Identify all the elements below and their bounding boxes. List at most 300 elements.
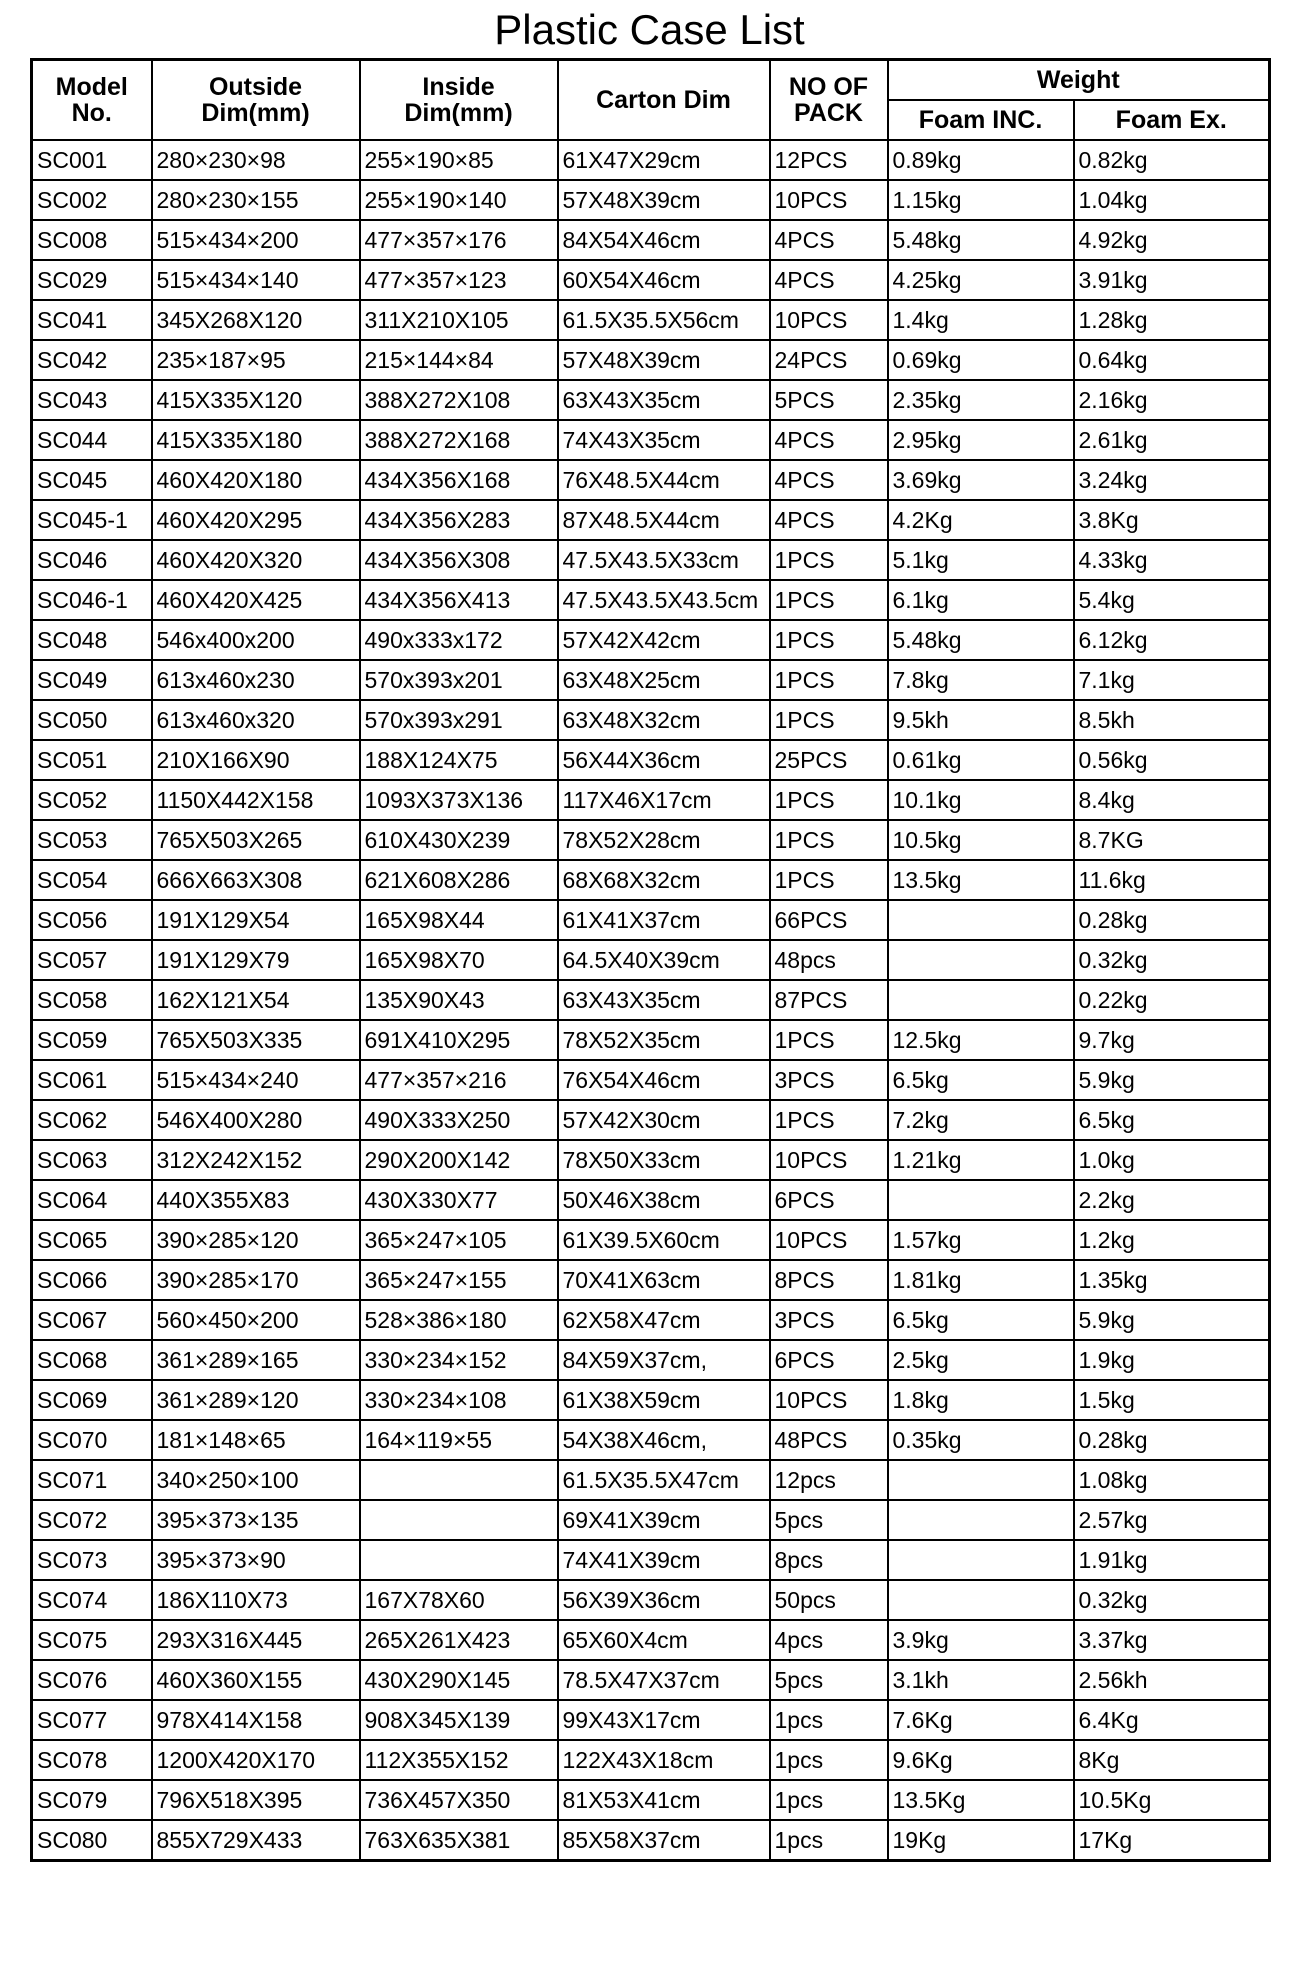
table-row: [32, 820, 1270, 860]
cell-no-of-pack: 48pcs: [770, 940, 888, 980]
cell-foam-inc: 9.6Kg: [888, 1740, 1074, 1780]
cell-no-of-pack: 50pcs: [770, 1580, 888, 1620]
cell-model-no: SC041: [32, 300, 152, 340]
cell-carton-dim: 63X43X35cm: [558, 380, 770, 420]
cell-carton-dim: 56X39X36cm: [558, 1580, 770, 1620]
cell-no-of-pack: 1pcs: [770, 1820, 888, 1861]
cell-foam-inc: 10.5kg: [888, 820, 1074, 860]
table-row: [32, 780, 1270, 820]
cell-foam-ex: 0.28kg: [1074, 1420, 1270, 1460]
cell-outside-dim: 280×230×98: [152, 140, 360, 180]
cell-foam-inc: 9.5kh: [888, 700, 1074, 740]
cell-foam-ex: 5.4kg: [1074, 580, 1270, 620]
cell-foam-ex: 0.82kg: [1074, 140, 1270, 180]
cell-model-no: SC076: [32, 1660, 152, 1700]
cell-carton-dim: 57X42X30cm: [558, 1100, 770, 1140]
cell-no-of-pack: 6PCS: [770, 1180, 888, 1220]
cell-no-of-pack: 1PCS: [770, 700, 888, 740]
table-row: [32, 300, 1270, 340]
cell-inside-dim: 570x393x291: [360, 700, 558, 740]
cell-foam-inc: 7.2kg: [888, 1100, 1074, 1140]
cell-model-no: SC053: [32, 820, 152, 860]
cell-inside-dim: 434X356X168: [360, 460, 558, 500]
cell-model-no: SC029: [32, 260, 152, 300]
cell-foam-inc: 10.1kg: [888, 780, 1074, 820]
cell-foam-inc: 1.4kg: [888, 300, 1074, 340]
cell-inside-dim: 430X290X145: [360, 1660, 558, 1700]
cell-model-no: SC057: [32, 940, 152, 980]
cell-outside-dim: 765X503X335: [152, 1020, 360, 1060]
cell-no-of-pack: 10PCS: [770, 1220, 888, 1260]
cell-inside-dim: 330×234×152: [360, 1340, 558, 1380]
cell-foam-inc: 6.1kg: [888, 580, 1074, 620]
cell-carton-dim: 50X46X38cm: [558, 1180, 770, 1220]
cell-foam-ex: 2.16kg: [1074, 380, 1270, 420]
cell-model-no: SC077: [32, 1700, 152, 1740]
table-row: [32, 1500, 1270, 1540]
cell-outside-dim: 312X242X152: [152, 1140, 360, 1180]
cell-model-no: SC065: [32, 1220, 152, 1260]
cell-inside-dim: 112X355X152: [360, 1740, 558, 1780]
table-row: [32, 380, 1270, 420]
cell-foam-ex: 8Kg: [1074, 1740, 1270, 1780]
cell-outside-dim: 546x400x200: [152, 620, 360, 660]
cell-foam-ex: 1.04kg: [1074, 180, 1270, 220]
cell-foam-ex: 1.2kg: [1074, 1220, 1270, 1260]
cell-no-of-pack: 4PCS: [770, 420, 888, 460]
cell-carton-dim: 57X48X39cm: [558, 180, 770, 220]
cell-carton-dim: 78X52X35cm: [558, 1020, 770, 1060]
column-header-outside-dim: [152, 60, 360, 141]
cell-no-of-pack: 87PCS: [770, 980, 888, 1020]
cell-foam-ex: 0.28kg: [1074, 900, 1270, 940]
cell-model-no: SC050: [32, 700, 152, 740]
cell-outside-dim: 796X518X395: [152, 1780, 360, 1820]
cell-inside-dim: 434X356X283: [360, 500, 558, 540]
table-row: [32, 140, 1270, 180]
cell-foam-ex: 4.92kg: [1074, 220, 1270, 260]
cell-foam-inc: 0.89kg: [888, 140, 1074, 180]
cell-no-of-pack: 1PCS: [770, 540, 888, 580]
cell-outside-dim: 666X663X308: [152, 860, 360, 900]
cell-model-no: SC046-1: [32, 580, 152, 620]
cell-carton-dim: 68X68X32cm: [558, 860, 770, 900]
cell-outside-dim: 460X360X155: [152, 1660, 360, 1700]
table-row: [32, 1300, 1270, 1340]
column-header-weight: Weight: [888, 60, 1270, 101]
cell-foam-inc: [888, 1460, 1074, 1500]
cell-carton-dim: 122X43X18cm: [558, 1740, 770, 1780]
cell-foam-ex: 6.5kg: [1074, 1100, 1270, 1140]
cell-carton-dim: 56X44X36cm: [558, 740, 770, 780]
cell-model-no: SC075: [32, 1620, 152, 1660]
table-row: [32, 620, 1270, 660]
cell-outside-dim: 340×250×100: [152, 1460, 360, 1500]
cell-inside-dim: 477×357×176: [360, 220, 558, 260]
cell-inside-dim: 908X345X139: [360, 1700, 558, 1740]
cell-outside-dim: 415X335X120: [152, 380, 360, 420]
cell-no-of-pack: 1pcs: [770, 1700, 888, 1740]
cell-foam-ex: 5.9kg: [1074, 1060, 1270, 1100]
cell-outside-dim: 978X414X158: [152, 1700, 360, 1740]
cell-model-no: SC044: [32, 420, 152, 460]
cell-inside-dim: 290X200X142: [360, 1140, 558, 1180]
cell-foam-inc: [888, 1500, 1074, 1540]
cell-carton-dim: 69X41X39cm: [558, 1500, 770, 1540]
cell-carton-dim: 65X60X4cm: [558, 1620, 770, 1660]
cell-carton-dim: 99X43X17cm: [558, 1700, 770, 1740]
table-row: [32, 1340, 1270, 1380]
cell-model-no: SC073: [32, 1540, 152, 1580]
cell-no-of-pack: 5pcs: [770, 1500, 888, 1540]
cell-outside-dim: 1200X420X170: [152, 1740, 360, 1780]
cell-model-no: SC058: [32, 980, 152, 1020]
cell-foam-ex: 1.0kg: [1074, 1140, 1270, 1180]
cell-no-of-pack: 3PCS: [770, 1060, 888, 1100]
cell-carton-dim: 54X38X46cm,: [558, 1420, 770, 1460]
cell-inside-dim: 255×190×140: [360, 180, 558, 220]
cell-foam-ex: 2.57kg: [1074, 1500, 1270, 1540]
cell-outside-dim: 361×289×120: [152, 1380, 360, 1420]
table-row: [32, 580, 1270, 620]
cell-foam-ex: 7.1kg: [1074, 660, 1270, 700]
cell-foam-inc: 3.69kg: [888, 460, 1074, 500]
cell-foam-inc: 7.6Kg: [888, 1700, 1074, 1740]
table-row: [32, 1540, 1270, 1580]
cell-no-of-pack: 66PCS: [770, 900, 888, 940]
cell-foam-ex: 17Kg: [1074, 1820, 1270, 1861]
cell-foam-inc: 6.5kg: [888, 1060, 1074, 1100]
cell-inside-dim: 311X210X105: [360, 300, 558, 340]
cell-carton-dim: 78X50X33cm: [558, 1140, 770, 1180]
table-row: [32, 860, 1270, 900]
table-header: [32, 60, 1270, 141]
cell-model-no: SC054: [32, 860, 152, 900]
cell-inside-dim: [360, 1540, 558, 1580]
cell-foam-ex: 1.08kg: [1074, 1460, 1270, 1500]
cell-model-no: SC067: [32, 1300, 152, 1340]
cell-model-no: SC080: [32, 1820, 152, 1861]
cell-foam-ex: 0.32kg: [1074, 940, 1270, 980]
cell-model-no: SC001: [32, 140, 152, 180]
cell-foam-ex: 8.4kg: [1074, 780, 1270, 820]
cell-carton-dim: 64.5X40X39cm: [558, 940, 770, 980]
cell-foam-inc: 0.61kg: [888, 740, 1074, 780]
cell-inside-dim: 736X457X350: [360, 1780, 558, 1820]
cell-model-no: SC062: [32, 1100, 152, 1140]
cell-model-no: SC070: [32, 1420, 152, 1460]
cell-inside-dim: 477×357×123: [360, 260, 558, 300]
table-row: [32, 1820, 1270, 1861]
cell-foam-ex: 2.61kg: [1074, 420, 1270, 460]
table-row: [32, 180, 1270, 220]
table-row: [32, 1260, 1270, 1300]
cell-outside-dim: 515×434×240: [152, 1060, 360, 1100]
cell-no-of-pack: 10PCS: [770, 180, 888, 220]
cell-outside-dim: 855X729X433: [152, 1820, 360, 1861]
cell-foam-ex: 8.7KG: [1074, 820, 1270, 860]
table-row: [32, 340, 1270, 380]
cell-foam-inc: 1.57kg: [888, 1220, 1074, 1260]
cell-outside-dim: 191X129X54: [152, 900, 360, 940]
cell-outside-dim: 415X335X180: [152, 420, 360, 460]
cell-inside-dim: 621X608X286: [360, 860, 558, 900]
cell-model-no: SC056: [32, 900, 152, 940]
cell-no-of-pack: 10PCS: [770, 1140, 888, 1180]
cell-inside-dim: 265X261X423: [360, 1620, 558, 1660]
cell-no-of-pack: 4PCS: [770, 220, 888, 260]
cell-carton-dim: 76X48.5X44cm: [558, 460, 770, 500]
table-row: [32, 1620, 1270, 1660]
cell-inside-dim: 365×247×155: [360, 1260, 558, 1300]
cell-inside-dim: [360, 1460, 558, 1500]
cell-foam-ex: 1.5kg: [1074, 1380, 1270, 1420]
cell-no-of-pack: 1PCS: [770, 1100, 888, 1140]
cell-foam-inc: 13.5kg: [888, 860, 1074, 900]
cell-inside-dim: 477×357×216: [360, 1060, 558, 1100]
table-row: [32, 220, 1270, 260]
cell-no-of-pack: 3PCS: [770, 1300, 888, 1340]
table-row: [32, 1020, 1270, 1060]
cell-no-of-pack: 1PCS: [770, 780, 888, 820]
table-row: [32, 420, 1270, 460]
table-row: [32, 980, 1270, 1020]
cell-outside-dim: 546X400X280: [152, 1100, 360, 1140]
cell-no-of-pack: 10PCS: [770, 300, 888, 340]
cell-foam-ex: 0.64kg: [1074, 340, 1270, 380]
cell-model-no: SC072: [32, 1500, 152, 1540]
cell-inside-dim: 164×119×55: [360, 1420, 558, 1460]
column-header-foam-inc: Foam INC.: [888, 100, 1074, 140]
cell-outside-dim: 1150X442X158: [152, 780, 360, 820]
cell-no-of-pack: 1pcs: [770, 1780, 888, 1820]
cell-inside-dim: 610X430X239: [360, 820, 558, 860]
cell-outside-dim: 181×148×65: [152, 1420, 360, 1460]
cell-foam-inc: 2.95kg: [888, 420, 1074, 460]
table-row: [32, 700, 1270, 740]
cell-carton-dim: 61X38X59cm: [558, 1380, 770, 1420]
cell-carton-dim: 84X59X37cm,: [558, 1340, 770, 1380]
cell-carton-dim: 47.5X43.5X33cm: [558, 540, 770, 580]
cell-outside-dim: 460X420X425: [152, 580, 360, 620]
cell-no-of-pack: 25PCS: [770, 740, 888, 780]
cell-foam-ex: 8.5kh: [1074, 700, 1270, 740]
cell-outside-dim: 613x460x230: [152, 660, 360, 700]
pack-header-line2: PACK: [794, 99, 863, 127]
cell-no-of-pack: 24PCS: [770, 340, 888, 380]
cell-inside-dim: 490x333x172: [360, 620, 558, 660]
cell-outside-dim: 390×285×170: [152, 1260, 360, 1300]
cell-model-no: SC042: [32, 340, 152, 380]
cell-no-of-pack: 6PCS: [770, 1340, 888, 1380]
cell-foam-inc: 2.5kg: [888, 1340, 1074, 1380]
cell-carton-dim: 61X39.5X60cm: [558, 1220, 770, 1260]
cell-outside-dim: 560×450×200: [152, 1300, 360, 1340]
cell-foam-ex: 1.35kg: [1074, 1260, 1270, 1300]
cell-model-no: SC045: [32, 460, 152, 500]
cell-no-of-pack: 12pcs: [770, 1460, 888, 1500]
cell-foam-ex: 3.8Kg: [1074, 500, 1270, 540]
cell-no-of-pack: 10PCS: [770, 1380, 888, 1420]
cell-inside-dim: 1093X373X136: [360, 780, 558, 820]
cell-foam-ex: 0.32kg: [1074, 1580, 1270, 1620]
cell-foam-inc: 5.48kg: [888, 220, 1074, 260]
table-row: [32, 1420, 1270, 1460]
cell-foam-inc: 3.1kh: [888, 1660, 1074, 1700]
cell-foam-inc: [888, 900, 1074, 940]
cell-foam-inc: [888, 1580, 1074, 1620]
cell-no-of-pack: 48PCS: [770, 1420, 888, 1460]
cell-carton-dim: 70X41X63cm: [558, 1260, 770, 1300]
cell-model-no: SC079: [32, 1780, 152, 1820]
cell-foam-inc: [888, 940, 1074, 980]
cell-inside-dim: 490X333X250: [360, 1100, 558, 1140]
cell-carton-dim: 85X58X37cm: [558, 1820, 770, 1861]
inside-header-line2: Dim(mm): [404, 99, 513, 127]
table-row: [32, 500, 1270, 540]
cell-outside-dim: 440X355X83: [152, 1180, 360, 1220]
cell-no-of-pack: 1PCS: [770, 1020, 888, 1060]
cell-foam-inc: 7.8kg: [888, 660, 1074, 700]
table-row: [32, 900, 1270, 940]
table-row: [32, 1100, 1270, 1140]
cell-outside-dim: 613x460x320: [152, 700, 360, 740]
cell-foam-ex: 5.9kg: [1074, 1300, 1270, 1340]
page-title: Plastic Case List: [494, 6, 805, 53]
cell-inside-dim: 135X90X43: [360, 980, 558, 1020]
cell-outside-dim: 460X420X180: [152, 460, 360, 500]
cell-foam-inc: 19Kg: [888, 1820, 1074, 1861]
cell-model-no: SC002: [32, 180, 152, 220]
cell-model-no: SC071: [32, 1460, 152, 1500]
table-row: [32, 1140, 1270, 1180]
table-row: [32, 1700, 1270, 1740]
table-row: [32, 260, 1270, 300]
cell-foam-inc: 3.9kg: [888, 1620, 1074, 1660]
cell-model-no: SC045-1: [32, 500, 152, 540]
table-row: [32, 1460, 1270, 1500]
cell-carton-dim: 57X48X39cm: [558, 340, 770, 380]
cell-outside-dim: 345X268X120: [152, 300, 360, 340]
cell-carton-dim: 74X43X35cm: [558, 420, 770, 460]
header-row-primary: [32, 60, 1270, 101]
cell-carton-dim: 87X48.5X44cm: [558, 500, 770, 540]
outside-header-line2: Dim(mm): [201, 99, 310, 127]
cell-outside-dim: 460X420X295: [152, 500, 360, 540]
cell-outside-dim: 765X503X265: [152, 820, 360, 860]
cell-model-no: SC051: [32, 740, 152, 780]
cell-foam-ex: 9.7kg: [1074, 1020, 1270, 1060]
cell-foam-inc: 1.15kg: [888, 180, 1074, 220]
cell-outside-dim: 515×434×200: [152, 220, 360, 260]
cell-foam-ex: 4.33kg: [1074, 540, 1270, 580]
cell-foam-inc: 2.35kg: [888, 380, 1074, 420]
table-row: [32, 1780, 1270, 1820]
cell-no-of-pack: 1PCS: [770, 860, 888, 900]
cell-no-of-pack: 1pcs: [770, 1740, 888, 1780]
cell-carton-dim: 78.5X47X37cm: [558, 1660, 770, 1700]
cell-model-no: SC068: [32, 1340, 152, 1380]
table-row: [32, 460, 1270, 500]
cell-outside-dim: 293X316X445: [152, 1620, 360, 1660]
cell-inside-dim: 434X356X308: [360, 540, 558, 580]
cell-no-of-pack: 4PCS: [770, 260, 888, 300]
cell-foam-inc: 13.5Kg: [888, 1780, 1074, 1820]
cell-foam-inc: 1.8kg: [888, 1380, 1074, 1420]
table-row: [32, 740, 1270, 780]
cell-carton-dim: 61.5X35.5X47cm: [558, 1460, 770, 1500]
plastic-case-list-table: [30, 58, 1271, 1862]
cell-inside-dim: 255×190×85: [360, 140, 558, 180]
cell-foam-inc: 0.35kg: [888, 1420, 1074, 1460]
model-header-line2: No.: [71, 99, 112, 127]
column-header-model-no: [32, 60, 152, 141]
cell-model-no: SC052: [32, 780, 152, 820]
cell-inside-dim: 167X78X60: [360, 1580, 558, 1620]
cell-outside-dim: 390×285×120: [152, 1220, 360, 1260]
cell-no-of-pack: 4pcs: [770, 1620, 888, 1660]
cell-model-no: SC048: [32, 620, 152, 660]
cell-foam-inc: 4.25kg: [888, 260, 1074, 300]
cell-foam-ex: 2.2kg: [1074, 1180, 1270, 1220]
cell-foam-ex: 1.91kg: [1074, 1540, 1270, 1580]
cell-no-of-pack: 8pcs: [770, 1540, 888, 1580]
cell-inside-dim: 763X635X381: [360, 1820, 558, 1861]
cell-outside-dim: 191X129X79: [152, 940, 360, 980]
cell-outside-dim: 186X110X73: [152, 1580, 360, 1620]
cell-inside-dim: 215×144×84: [360, 340, 558, 380]
cell-foam-inc: 1.21kg: [888, 1140, 1074, 1180]
cell-foam-ex: 11.6kg: [1074, 860, 1270, 900]
cell-model-no: SC069: [32, 1380, 152, 1420]
cell-foam-ex: 10.5Kg: [1074, 1780, 1270, 1820]
cell-outside-dim: 235×187×95: [152, 340, 360, 380]
table-row: [32, 1180, 1270, 1220]
cell-foam-ex: 3.24kg: [1074, 460, 1270, 500]
cell-foam-ex: 6.4Kg: [1074, 1700, 1270, 1740]
cell-foam-inc: 12.5kg: [888, 1020, 1074, 1060]
outside-header-line1: Outside: [208, 73, 303, 101]
cell-model-no: SC008: [32, 220, 152, 260]
cell-no-of-pack: 1PCS: [770, 820, 888, 860]
cell-foam-ex: 1.9kg: [1074, 1340, 1270, 1380]
cell-foam-ex: 0.22kg: [1074, 980, 1270, 1020]
cell-inside-dim: 165X98X44: [360, 900, 558, 940]
table-row: [32, 1380, 1270, 1420]
cell-outside-dim: 361×289×165: [152, 1340, 360, 1380]
cell-no-of-pack: 5pcs: [770, 1660, 888, 1700]
table-row: [32, 660, 1270, 700]
cell-carton-dim: 61.5X35.5X56cm: [558, 300, 770, 340]
cell-foam-ex: 3.37kg: [1074, 1620, 1270, 1660]
cell-foam-ex: 6.12kg: [1074, 620, 1270, 660]
cell-no-of-pack: 8PCS: [770, 1260, 888, 1300]
cell-carton-dim: 47.5X43.5X43.5cm: [558, 580, 770, 620]
model-header-line1: Model: [55, 73, 128, 101]
cell-foam-inc: 1.81kg: [888, 1260, 1074, 1300]
cell-outside-dim: 515×434×140: [152, 260, 360, 300]
cell-carton-dim: 76X54X46cm: [558, 1060, 770, 1100]
cell-model-no: SC064: [32, 1180, 152, 1220]
cell-model-no: SC063: [32, 1140, 152, 1180]
cell-model-no: SC074: [32, 1580, 152, 1620]
cell-inside-dim: 528×386×180: [360, 1300, 558, 1340]
cell-outside-dim: 162X121X54: [152, 980, 360, 1020]
cell-carton-dim: 61X41X37cm: [558, 900, 770, 940]
cell-carton-dim: 57X42X42cm: [558, 620, 770, 660]
cell-inside-dim: 330×234×108: [360, 1380, 558, 1420]
cell-foam-inc: [888, 980, 1074, 1020]
